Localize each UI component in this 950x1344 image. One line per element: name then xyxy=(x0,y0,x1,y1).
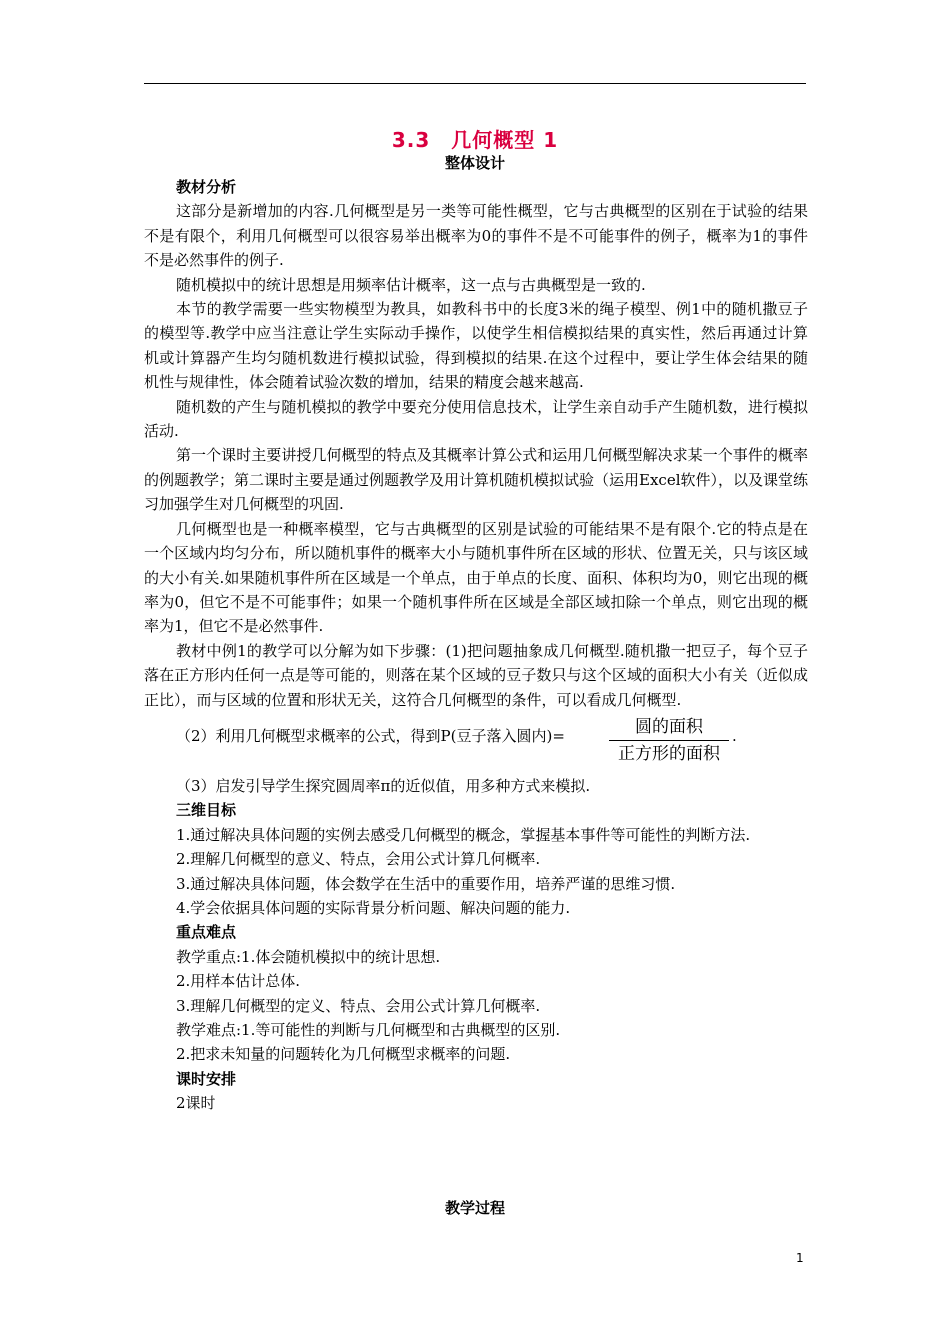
header-rule xyxy=(144,83,806,84)
schedule-text: 2课时 xyxy=(176,1094,216,1113)
paragraph: 第一个课时主要讲授几何概型的特点及其概率计算公式和运用几何概型解决求某一个事件的概率的例题教学；第二课时主要是通过例题教学及用计算机随机模拟试验（运用Excel软件），以及课堂练习加强学生对几何概型的巩固. xyxy=(144,446,808,514)
page-subtitle: 整体设计 xyxy=(444,154,505,172)
goal-item: 2.理解几何概型的意义、特点，会用公式计算几何概率. xyxy=(176,850,541,869)
goal-item: 4.学会依据具体问题的实际背景分析问题、解决问题的能力. xyxy=(176,898,571,917)
page-title: 3.3 几何概型 1 xyxy=(391,128,559,152)
section-heading-process: 教学过程 xyxy=(444,1199,505,1217)
page-number: 1 xyxy=(796,1251,804,1265)
paragraph: 本节的教学需要一些实物模型为教具，如教科书中的长度3米的绳子模型、例1中的随机撒豆子的模型等.教学中应当注意让学生实际动手操作，以使学生相信模拟结果的真实性，然后再通过计算机或计算器产生均匀随机数进行模拟试验，得到模拟的结果.在这个过程中，要让学生体会结果的随机性与规律性，体会随着试验次数的增加，结果的精度会越来越高. xyxy=(144,300,808,392)
keypoint-item: 2.把求未知量的问题转化为几何概型求概率的问题. xyxy=(176,1045,511,1064)
section-heading-goals: 三维目标 xyxy=(176,801,237,820)
goal-item: 3.通过解决具体问题，体会数学在生活中的重要作用，培养严谨的思维习惯. xyxy=(176,874,676,893)
paragraph: 教材中例1的教学可以分解为如下步骤：(1)把问题抽象成几何概型.随机撒一把豆子，每个豆子落在正方形内任何一点是等可能的，则落在某个区域的豆子数只与这个区域的面积大小有关（近似成正比），而与区域的位置和形状无关，这符合几何概型的条件，可以看成几何概型. xyxy=(144,641,808,709)
paragraph: 随机模拟中的统计思想是用频率估计概率，这一点与古典概型是一致的. xyxy=(176,275,646,294)
keypoint-item: 教学难点:1.等可能性的判断与几何概型和古典概型的区别. xyxy=(176,1021,561,1039)
document-body xyxy=(144,175,808,1116)
goal-item: 1.通过解决具体问题的实例去感受几何概型的概念，掌握基本事件等可能性的判断方法. xyxy=(176,825,751,844)
formula-period: . xyxy=(732,726,737,745)
section-heading-schedule: 课时安排 xyxy=(176,1069,237,1088)
fraction xyxy=(609,714,729,767)
formula-line xyxy=(144,716,808,768)
keypoint-item: 教学重点:1.体会随机模拟中的统计思想. xyxy=(176,947,441,966)
fraction-numerator: 圆的面积 xyxy=(609,714,729,741)
fraction-denominator: 正方形的面积 xyxy=(618,743,720,764)
section-heading-keypoints: 重点难点 xyxy=(176,923,237,942)
paragraph: 这部分是新增加的内容.几何概型是另一类等可能性概型，它与古典概型的区别在于试验的结果不是有限个，利用几何概型可以很容易举出概率为0的事件不是不可能事件的例子，概率为1的事件不是必然事件的例子. xyxy=(144,202,808,270)
paragraph: 随机数的产生与随机模拟的教学中要充分使用信息技术，让学生亲自动手产生随机数，进行模拟活动. xyxy=(144,397,808,441)
keypoint-item: 2.用样本估计总体. xyxy=(176,972,301,991)
formula-lead: （2）利用几何概型求概率的公式，得到P(豆子落入圆内)= xyxy=(176,726,565,745)
keypoint-item: 3.理解几何概型的定义、特点、会用公式计算几何概率. xyxy=(176,996,541,1015)
section-heading-analysis: 教材分析 xyxy=(176,178,237,196)
paragraph: 几何概型也是一种概率模型，它与古典概型的区别是试验的可能结果不是有限个.它的特点是在一个区域内均匀分布，所以随机事件的概率大小与随机事件所在区域的形状、位置无关，只与该区域的大小有关.如果随机事件所在区域是一个单点，由于单点的长度、面积、体积均为0，则它出现的概率为0，但它不是不可能事件；如果一个随机事件所在区域是全部区域扣除一个单点，则它出现的概率为1，但它不是必然事件. xyxy=(144,519,808,636)
paragraph: （3）启发引导学生探究圆周率π的近似值，用多种方式来模拟. xyxy=(176,776,591,795)
